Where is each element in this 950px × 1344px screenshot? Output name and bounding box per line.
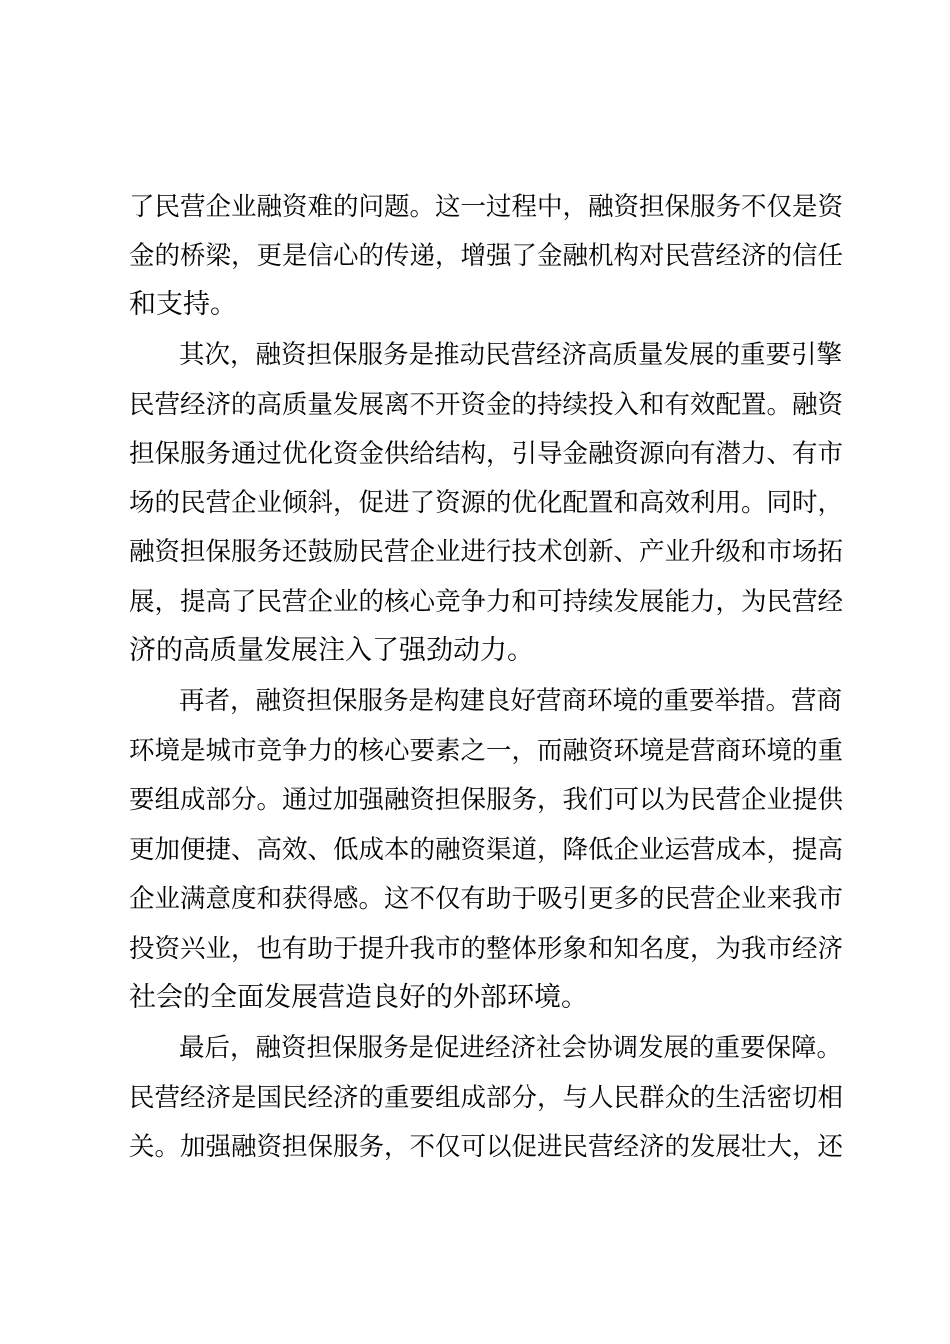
text-line: 民营经济是国民经济的重要组成部分，与人民群众的生活密切相 — [129, 1083, 844, 1113]
text-line: 企业满意度和获得感。这不仅有助于吸引更多的民营企业来我市 — [129, 884, 844, 914]
text-line: 展，提高了民营企业的核心竞争力和可持续发展能力，为民营经 — [129, 587, 844, 617]
text-line: 金的桥梁，更是信心的传递，增强了金融机构对民营经济的信任 — [129, 241, 844, 271]
text-line: 社会的全面发展营造良好的外部环境。 — [129, 982, 588, 1013]
text-line: 担保服务通过优化资金供给结构，引导金融资源向有潜力、有市 — [129, 439, 844, 469]
text-line: 融资担保服务还鼓励民营企业进行技术创新、产业升级和市场拓 — [129, 537, 844, 567]
text-line: 场的民营企业倾斜，促进了资源的优化配置和高效利用。同时， — [129, 488, 844, 518]
paragraph-first-line: 再者，融资担保服务是构建良好营商环境的重要举措。营商 — [179, 686, 843, 716]
text-line: 要组成部分。通过加强融资担保服务，我们可以为民营企业提供 — [129, 785, 844, 815]
paragraph-first-line: 最后，融资担保服务是促进经济社会协调发展的重要保障。 — [179, 1033, 843, 1063]
text-line: 更加便捷、高效、低成本的融资渠道，降低企业运营成本，提高 — [129, 835, 844, 865]
text-line: 民营经济的高质量发展离不开资金的持续投入和有效配置。融资 — [129, 390, 844, 420]
text-line: 和支持。 — [129, 289, 237, 320]
text-line: 关。加强融资担保服务，不仅可以促进民营经济的发展壮大，还 — [129, 1132, 844, 1162]
text-line: 环境是城市竞争力的核心要素之一，而融资环境是营商环境的重 — [129, 736, 844, 766]
text-line: 济的高质量发展注入了强劲动力。 — [129, 635, 534, 666]
paragraph-first-line: 其次，融资担保服务是推动民营经济高质量发展的重要引擎 — [179, 340, 843, 370]
text-line: 了民营企业融资难的问题。这一过程中，融资担保服务不仅是资 — [129, 192, 844, 222]
text-line: 投资兴业，也有助于提升我市的整体形象和知名度，为我市经济 — [129, 934, 844, 964]
